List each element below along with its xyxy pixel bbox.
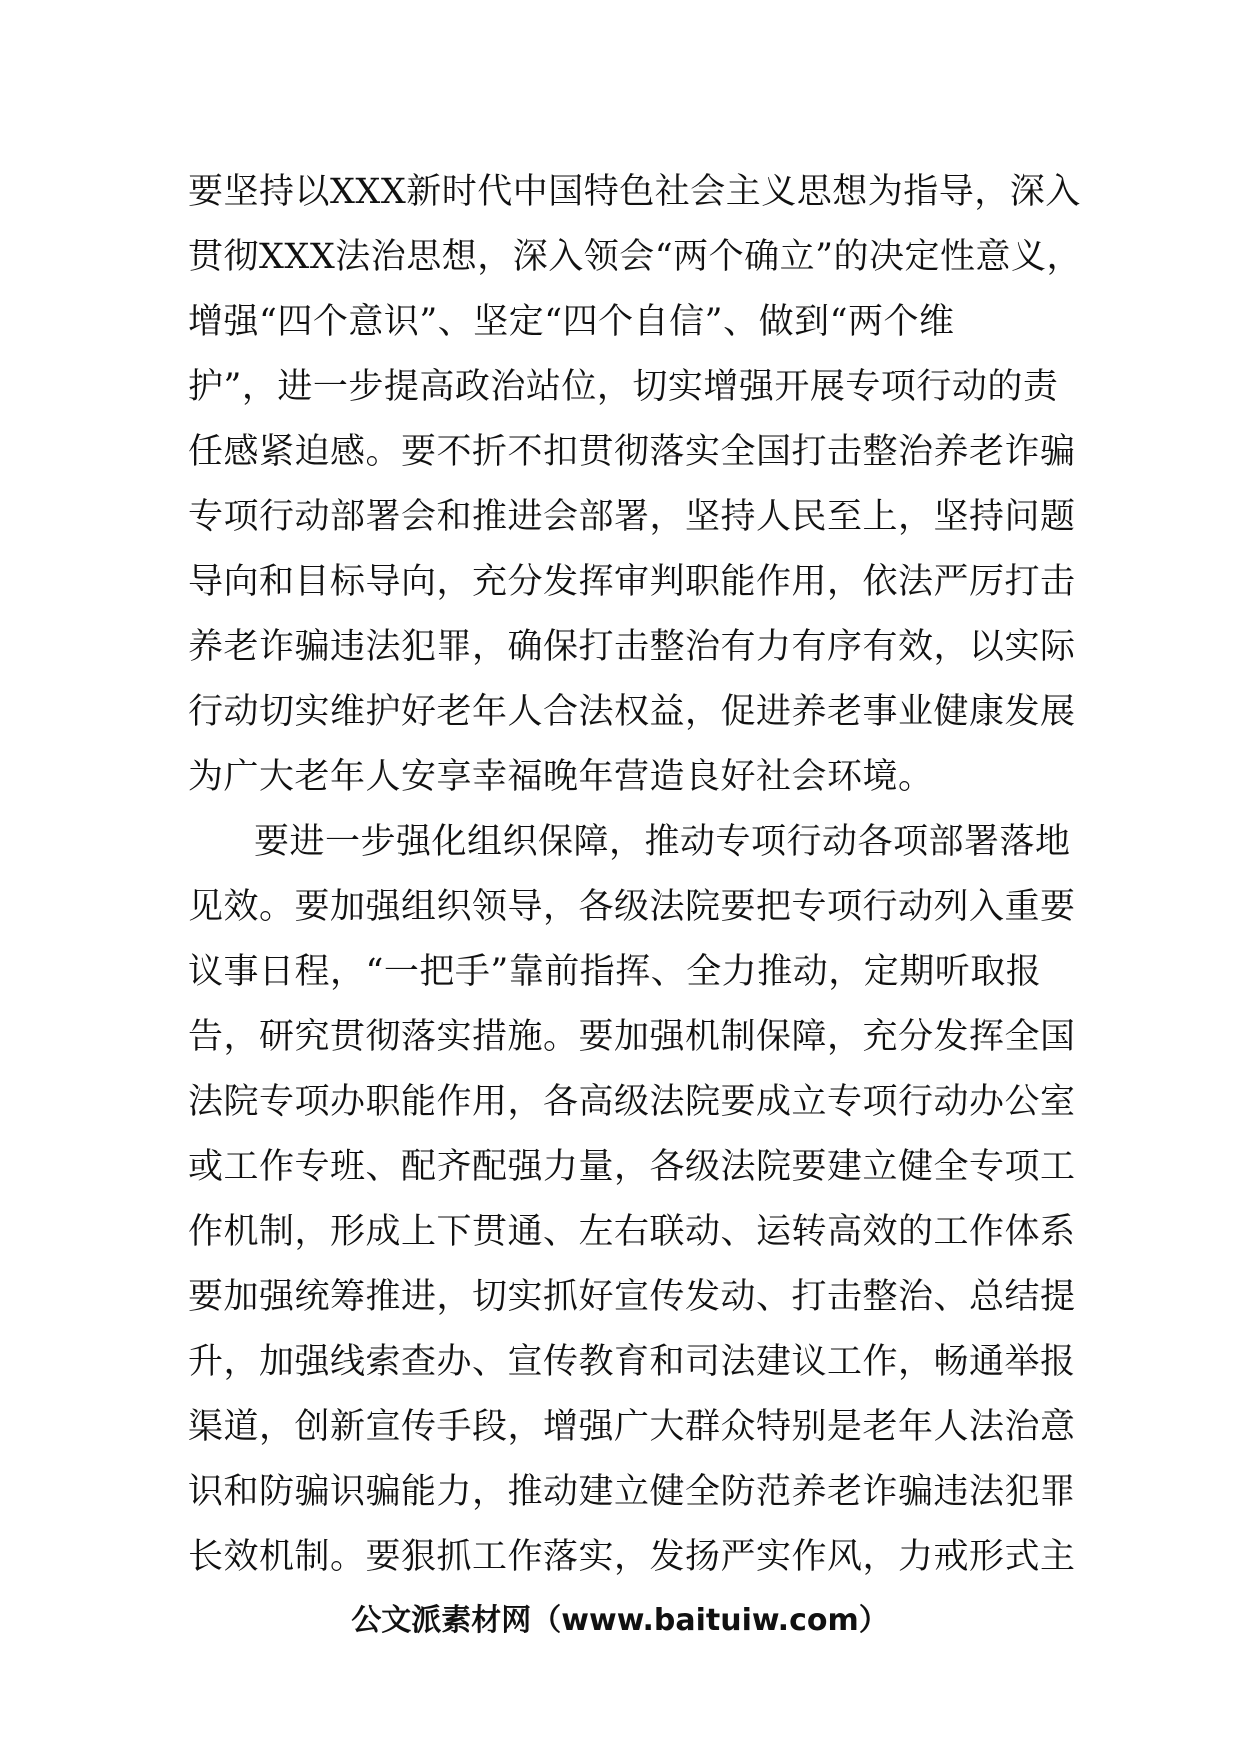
- text-line: 任感紧迫感。要不折不扣贯彻落实全国打击整治养老诈骗: [188, 432, 1076, 472]
- text-line: 专项行动部署会和推进会部署，坚持人民至上，坚持问题: [188, 497, 1076, 537]
- text-line: 养老诈骗违法犯罪，确保打击整治有力有序有效，以实际: [188, 627, 1076, 667]
- text-line: 升，加强线索查办、宣传教育和司法建议工作，畅通举报: [188, 1342, 1076, 1382]
- text-line: 渠道，创新宣传手段，增强广大群众特别是老年人法治意: [188, 1407, 1076, 1447]
- text-line: 法院专项办职能作用，各高级法院要成立专项行动办公室: [188, 1082, 1076, 1122]
- text-line: 贯彻XXX法治思想，深入领会“两个确立”的决定性意义，: [188, 237, 1083, 277]
- text-line: 作机制，形成上下贯通、左右联动、运转高效的工作体系: [188, 1212, 1076, 1252]
- text-line: 行动切实维护好老年人合法权益，促进养老事业健康发展: [188, 692, 1076, 732]
- text-line: 议事日程，“一把手”靠前指挥、全力推动，定期听取报: [188, 952, 1042, 992]
- document-body: [188, 160, 1088, 1590]
- text-line: 长效机制。要狠抓工作落实，发扬严实作风，力戒形式主: [188, 1537, 1076, 1577]
- text-line: 或工作专班、配齐配强力量，各级法院要建立健全专项工: [188, 1147, 1076, 1187]
- text-line: 导向和目标导向，充分发挥审判职能作用，依法严厉打击: [188, 562, 1076, 602]
- text-line: 告，研究贯彻落实措施。要加强机制保障，充分发挥全国: [188, 1017, 1076, 1057]
- text-line: 要加强统筹推进，切实抓好宣传发动、打击整治、总结提: [188, 1277, 1076, 1317]
- text-line: 为广大老年人安享幸福晚年营造良好社会环境。: [188, 757, 934, 797]
- footer-watermark: 公文派素材网（www.baituiw.com）: [351, 1603, 889, 1638]
- text-line: 识和防骗识骗能力，推动建立健全防范养老诈骗违法犯罪: [188, 1472, 1076, 1512]
- text-line: 增强“四个意识”、坚定“四个自信”、做到“两个维: [188, 302, 955, 342]
- text-line: 要坚持以XXX新时代中国特色社会主义思想为指导，深入: [188, 172, 1081, 212]
- text-line: 见效。要加强组织领导，各级法院要把专项行动列入重要: [188, 887, 1076, 927]
- paragraph-first-line: 要进一步强化组织保障，推动专项行动各项部署落地: [254, 822, 1071, 862]
- text-line: 护”，进一步提高政治站位，切实增强开展专项行动的责: [188, 367, 1059, 407]
